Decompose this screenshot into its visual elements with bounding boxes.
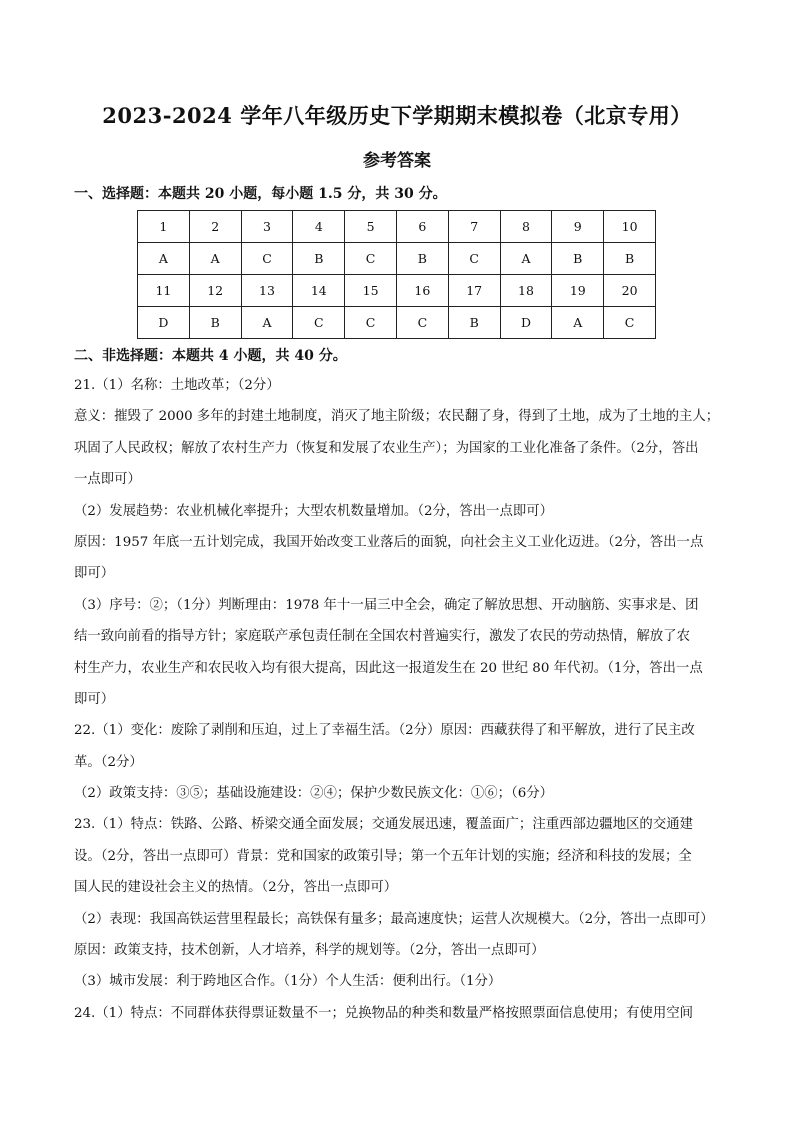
answer-text-body <box>74 370 724 1029</box>
table-cell: 9 <box>552 211 604 243</box>
table-cell: B <box>448 307 500 339</box>
table-cell: D <box>138 307 190 339</box>
text-line: 村生产力，农业生产和农民收入均有很大提高，因此这一报道发生在 20 世纪 80 年代初。（1分，答出一点 <box>74 660 703 676</box>
text-line: 原因：1957 年底一五计划完成，我国开始改变工业落后的面貌，向社会主义工业化迈进。（2分，答出一点 <box>74 534 704 550</box>
table-cell: B <box>293 243 345 275</box>
table-cell: C <box>293 307 345 339</box>
text-line: 21.（1）名称：土地改革；（2分） <box>74 378 280 393</box>
table-cell: 7 <box>448 211 500 243</box>
text-line: 即可） <box>74 566 115 582</box>
text-line: （3）序号：②；（1分）判断理由：1978 年十一届三中全会，确定了解放思想、开动脑筋、实事求是、团 <box>74 597 699 613</box>
table-cell: B <box>396 243 448 275</box>
text-line: 巩固了人民政权；解放了农村生产力（恢复和发展了农业生产）；为国家的工业化准备了条件。（2分，答出 <box>74 440 699 456</box>
text-line: 22.（1）变化：废除了剥削和压迫，过上了幸福生活。（2分）原因：西藏获得了和平解放，进行了民主改 <box>74 723 695 739</box>
text-line: 一点即可） <box>74 472 141 488</box>
table-cell: B <box>189 307 241 339</box>
text-line: 24.（1）特点：不同群体获得票证数量不一；兑换物品的种类和数量严格按照票面信息使用；有使用空间 <box>74 1005 693 1021</box>
text-line: 即可） <box>74 691 115 707</box>
table-cell: C <box>345 307 397 339</box>
table-cell: A <box>241 307 293 339</box>
table-cell: 10 <box>604 211 656 243</box>
table-cell: A <box>552 307 604 339</box>
table-cell: 8 <box>500 211 552 243</box>
table-cell: 4 <box>293 211 345 243</box>
table-cell: 3 <box>241 211 293 243</box>
text-line: 原因：政策支持，技术创新，人才培养，科学的规划等。（2分，答出一点即可） <box>74 943 545 959</box>
table-cell: 12 <box>189 275 241 307</box>
text-line: 国人民的建设社会主义的热情。（2分，答出一点即可） <box>74 880 398 896</box>
text-line: 意义：摧毁了 2000 多年的封建土地制度，消灭了地主阶级；农民翻了身，得到了土地，成为了土地的主人； <box>74 409 720 425</box>
table-cell: A <box>138 243 190 275</box>
table-cell: 1 <box>138 211 190 243</box>
table-cell: 17 <box>448 275 500 307</box>
table-cell: C <box>241 243 293 275</box>
section-heading-nonchoice: 二、非选择题：本题共 4 小题，共 40 分。 <box>74 348 347 364</box>
table-cell: 19 <box>552 275 604 307</box>
table-cell: 15 <box>345 275 397 307</box>
page-title: 2023-2024 学年八年级历史下学期期末模拟卷（北京专用） <box>102 103 692 128</box>
text-line: （3）城市发展：利于跨地区合作。（1分）个人生活：便利出行。（1分） <box>74 974 502 990</box>
table-cell: 13 <box>241 275 293 307</box>
text-line: （2）发展趋势：农业机械化率提升；大型农机数量增加。（2分，答出一点即可） <box>74 503 554 519</box>
table-cell: D <box>500 307 552 339</box>
table-cell: C <box>448 243 500 275</box>
table-row-answers <box>138 307 656 339</box>
table-cell: B <box>604 243 656 275</box>
table-cell: A <box>500 243 552 275</box>
table-cell: C <box>396 307 448 339</box>
table-row-answers <box>138 243 656 275</box>
page-subtitle: 参考答案 <box>363 151 431 171</box>
text-line: （2）政策支持：③⑤；基础设施建设：②④；保护少数民族文化：①⑥；（6分） <box>74 786 554 802</box>
table-row-question-numbers <box>138 275 656 307</box>
text-line: 23.（1）特点：铁路、公路、桥梁交通全面发展；交通发展迅速，覆盖面广；注重西部边疆地区的交通建 <box>74 817 693 833</box>
answer-table <box>137 210 656 339</box>
table-cell: 2 <box>189 211 241 243</box>
table-cell: 14 <box>293 275 345 307</box>
table-cell: B <box>552 243 604 275</box>
table-cell: 5 <box>345 211 397 243</box>
table-cell: 16 <box>396 275 448 307</box>
table-cell: 6 <box>396 211 448 243</box>
text-line: 结一致向前看的指导方针；家庭联产承包责任制在全国农村普遍实行，激发了农民的劳动热情，解放了农 <box>74 629 690 645</box>
table-cell: C <box>345 243 397 275</box>
table-cell: A <box>189 243 241 275</box>
text-line: 设。（2分，答出一点即可）背景：党和国家的政策引导；第一个五年计划的实施；经济和科技的发展；全 <box>74 848 692 864</box>
text-line: （2）表现：我国高铁运营里程最长；高铁保有量多；最高速度快；运营人次规模大。（2分，答出一点即可） <box>74 911 714 927</box>
table-cell: 20 <box>604 275 656 307</box>
table-cell: 11 <box>138 275 190 307</box>
table-row-question-numbers <box>138 211 656 243</box>
section-heading-choice: 一、选择题：本题共 20 小题，每小题 1.5 分，共 30 分。 <box>74 186 447 202</box>
text-line: 革。（2分） <box>74 754 143 770</box>
table-cell: 18 <box>500 275 552 307</box>
table-cell: C <box>604 307 656 339</box>
